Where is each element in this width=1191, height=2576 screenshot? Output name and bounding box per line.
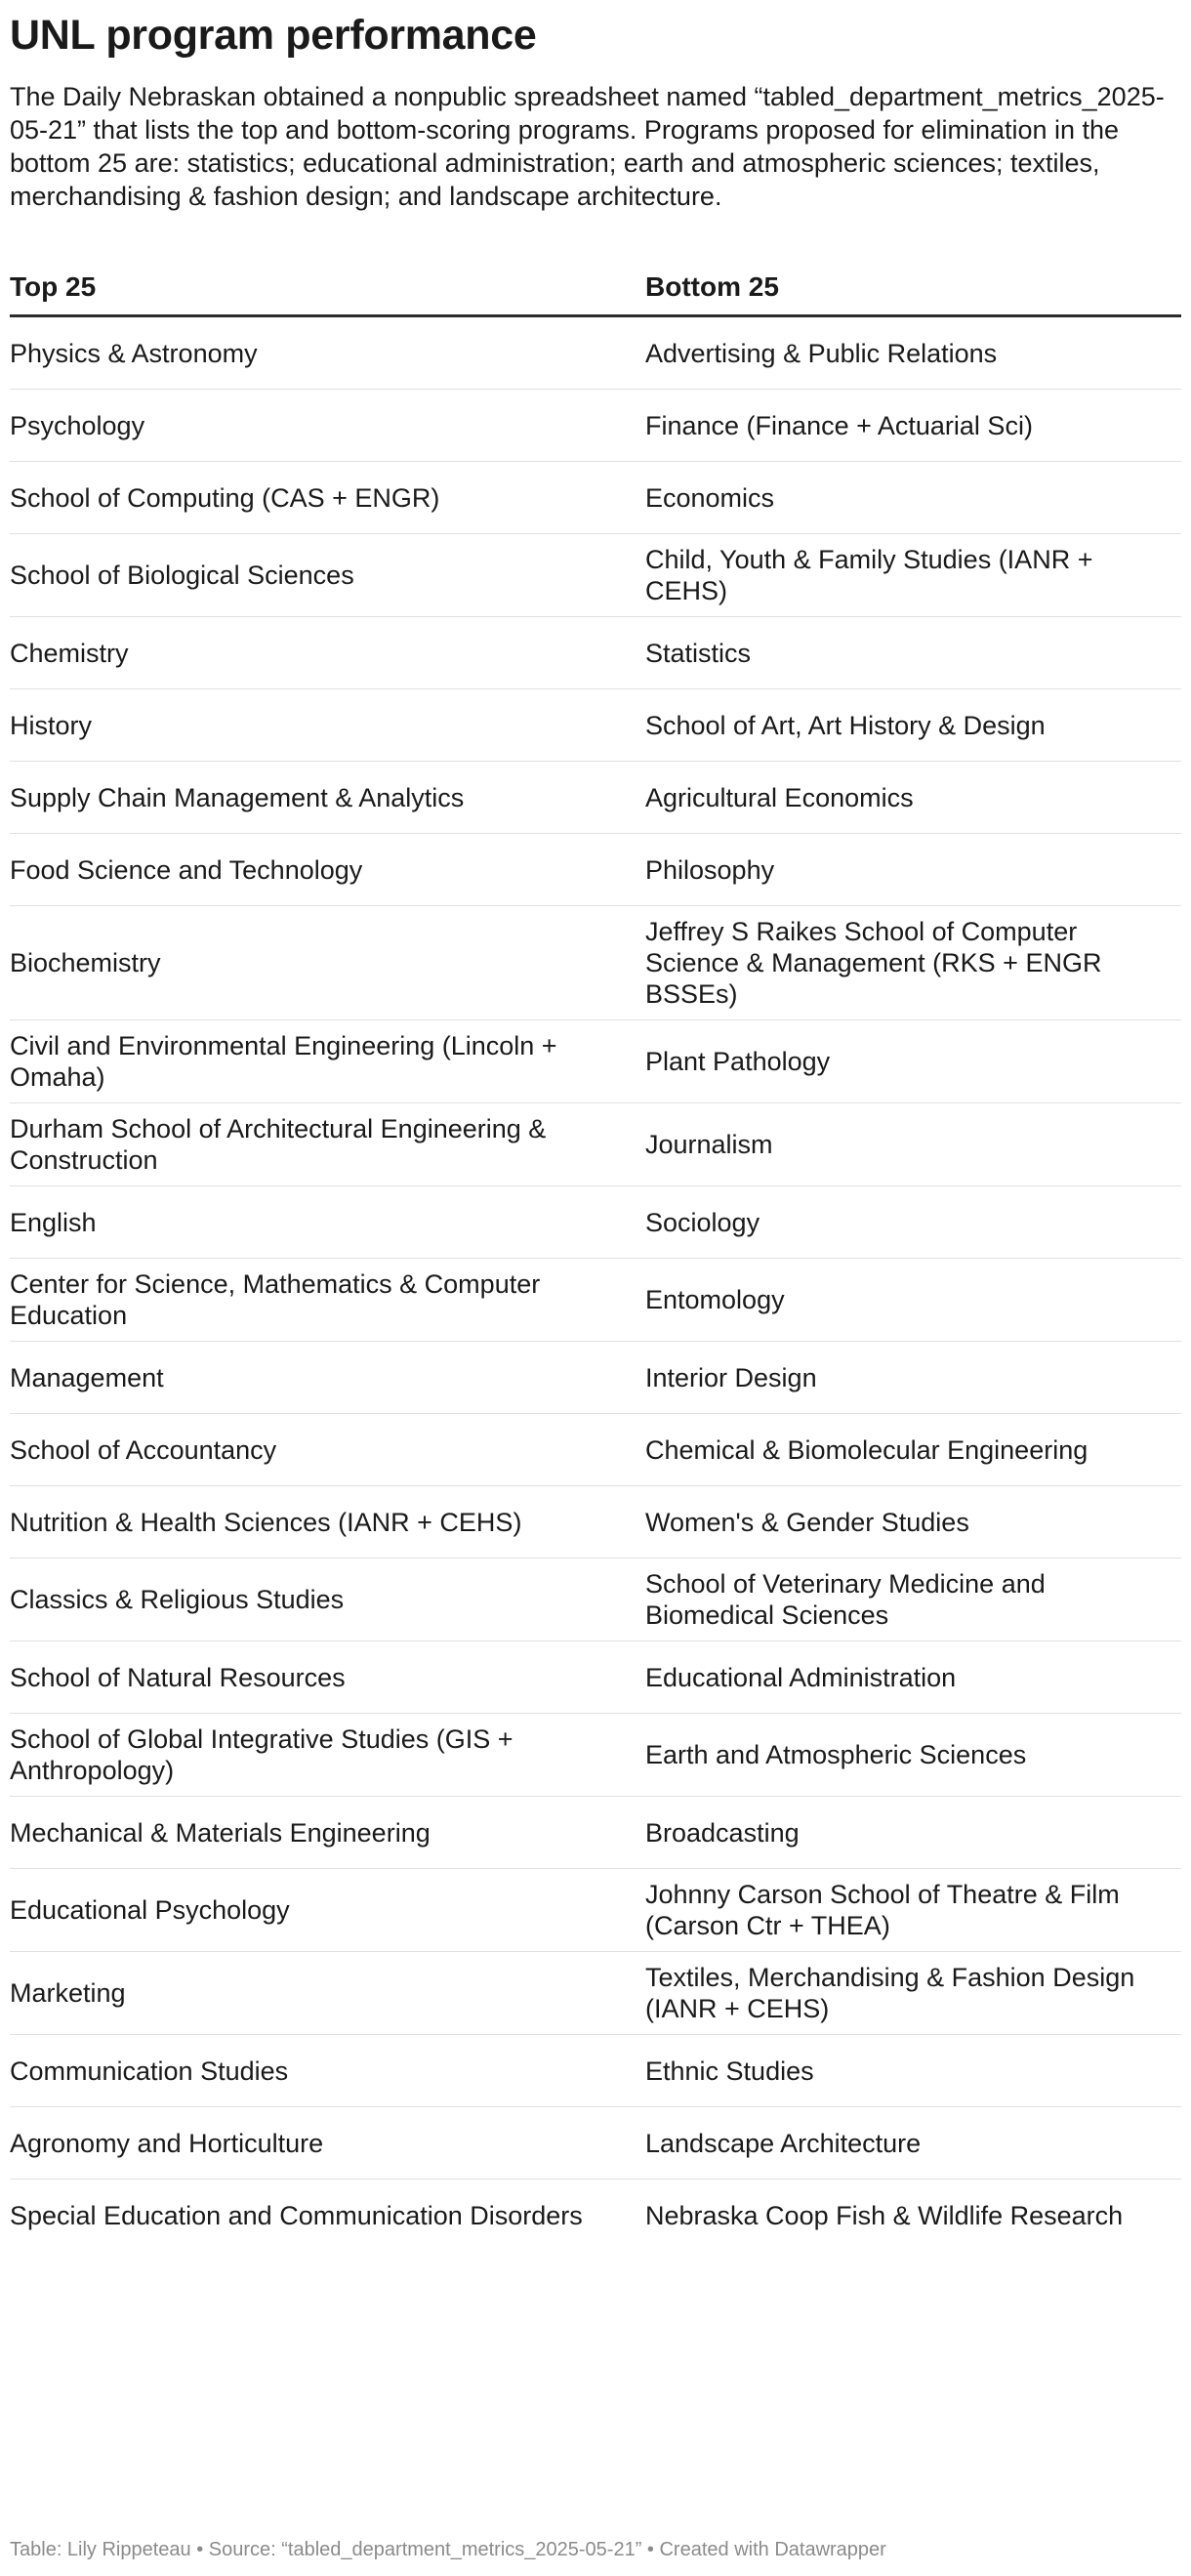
bottom-25-cell: Chemical & Biomolecular Engineering: [645, 1414, 1181, 1486]
top-25-cell: Communication Studies: [10, 2035, 645, 2107]
footer-note: Table: Lily Rippeteau • Source: “tabled_department_metrics_2025-05-21” • Created with Datawrapper: [10, 2539, 886, 2560]
top-25-cell: Agronomy and Horticulture: [10, 2107, 645, 2180]
top-25-cell: Durham School of Architectural Engineering & Construction: [10, 1103, 645, 1186]
top-25-cell: History: [10, 689, 645, 762]
table-row: [10, 390, 1181, 462]
bottom-25-cell: Agricultural Economics: [645, 762, 1181, 834]
table-row: [10, 2035, 1181, 2107]
bottom-25-cell: Johnny Carson School of Theatre & Film (Carson Ctr + THEA): [645, 1869, 1181, 1952]
bottom-25-cell: Women's & Gender Studies: [645, 1486, 1181, 1558]
bottom-25-cell: Textiles, Merchandising & Fashion Design (IANR + CEHS): [645, 1952, 1181, 2035]
top-25-cell: Special Education and Communication Disorders: [10, 2200, 583, 2230]
bottom-25-cell: Philosophy: [645, 834, 1181, 906]
table-row: [10, 1020, 1181, 1103]
table-row: [10, 1869, 1181, 1952]
top-25-cell: Biochemistry: [10, 906, 645, 1020]
table-row: [10, 2180, 1181, 2252]
bottom-25-cell: Child, Youth & Family Studies (IANR + CEHS): [645, 534, 1181, 617]
table-row: [10, 1797, 1181, 1869]
column-header-top-25[interactable]: Top 25: [10, 260, 645, 316]
top-25-cell: Supply Chain Management & Analytics: [10, 762, 645, 834]
top-25-cell: English: [10, 1186, 645, 1259]
table-row: [10, 2107, 1181, 2180]
top-25-cell: School of Computing (CAS + ENGR): [10, 462, 645, 534]
top-25-cell: Nutrition & Health Sciences (IANR + CEHS): [10, 1486, 645, 1558]
table-row: [10, 1641, 1181, 1714]
top-25-cell: Food Science and Technology: [10, 834, 645, 906]
table-row: [10, 1558, 1181, 1641]
table-row: [10, 462, 1181, 534]
top-25-cell: Mechanical & Materials Engineering: [10, 1797, 645, 1869]
table-header-row: [10, 260, 1181, 316]
table-row: [10, 1714, 1181, 1797]
top-25-cell: Center for Science, Mathematics & Computer Education: [10, 1259, 645, 1342]
bottom-25-cell: Entomology: [645, 1259, 1181, 1342]
top-25-cell: Civil and Environmental Engineering (Lincoln + Omaha): [10, 1020, 645, 1103]
bottom-25-cell: Landscape Architecture: [645, 2107, 1181, 2180]
table-row: [10, 1103, 1181, 1186]
top-25-cell: School of Biological Sciences: [10, 534, 645, 617]
top-25-cell: Chemistry: [10, 617, 645, 689]
top-25-cell: School of Natural Resources: [10, 1641, 645, 1714]
top-25-cell: Physics & Astronomy: [10, 316, 645, 390]
bottom-25-cell: Interior Design: [645, 1342, 1181, 1414]
table-row: [10, 906, 1181, 1020]
table-row: [10, 1414, 1181, 1486]
bottom-25-cell: Ethnic Studies: [645, 2035, 1181, 2107]
top-25-cell: Educational Psychology: [10, 1869, 645, 1952]
table-row: [10, 1259, 1181, 1342]
table-row: [10, 1342, 1181, 1414]
programs-table: [10, 260, 1181, 2251]
table-row: [10, 1952, 1181, 2035]
bottom-25-cell: Educational Administration: [645, 1641, 1181, 1714]
bottom-25-cell: Journalism: [645, 1103, 1181, 1186]
description: The Daily Nebraskan obtained a nonpublic spreadsheet named “tabled_department_metrics_2025-05-21” that lists the top and bottom-scoring programs. Programs proposed for elimination in the bottom 25 are: statistics; educational administration; earth and atmospheric sciences; textiles, merchandising & fashion design; and landscape architecture.: [10, 82, 1165, 211]
top-25-cell: Psychology: [10, 390, 645, 462]
chart-container: [10, 0, 1181, 2251]
table-row: [10, 1186, 1181, 1259]
bottom-25-cell: School of Veterinary Medicine and Biomedical Sciences: [645, 1558, 1181, 1641]
bottom-25-cell: Finance (Finance + Actuarial Sci): [645, 390, 1181, 462]
bottom-25-cell: Broadcasting: [645, 1797, 1181, 1869]
table-row: [10, 1486, 1181, 1558]
top-25-cell: Classics & Religious Studies: [10, 1558, 645, 1641]
table-row: [10, 834, 1181, 906]
top-25-cell: Marketing: [10, 1952, 645, 2035]
bottom-25-cell: Statistics: [645, 617, 1181, 689]
page-title: UNL program performance: [10, 12, 537, 59]
top-25-cell: School of Global Integrative Studies (GIS + Anthropology): [10, 1714, 645, 1797]
bottom-25-cell: Nebraska Coop Fish & Wildlife Research: [645, 2200, 1124, 2230]
bottom-25-cell: Sociology: [645, 1186, 1181, 1259]
bottom-25-cell: Advertising & Public Relations: [645, 316, 1181, 390]
top-25-cell: Management: [10, 1342, 645, 1414]
table-row: [10, 534, 1181, 617]
table-body: [10, 316, 1181, 2252]
bottom-25-cell: School of Art, Art History & Design: [645, 689, 1181, 762]
table-row: [10, 762, 1181, 834]
bottom-25-cell: Jeffrey S Raikes School of Computer Science & Management (RKS + ENGR BSSEs): [645, 906, 1181, 1020]
table-row: [10, 617, 1181, 689]
column-header-bottom-25[interactable]: Bottom 25: [645, 260, 1181, 316]
bottom-25-cell: Earth and Atmospheric Sciences: [645, 1714, 1181, 1797]
bottom-25-cell: Economics: [645, 462, 1181, 534]
table-row: [10, 689, 1181, 762]
top-25-cell: School of Accountancy: [10, 1414, 645, 1486]
bottom-25-cell: Plant Pathology: [645, 1020, 1181, 1103]
table-row: [10, 316, 1181, 390]
